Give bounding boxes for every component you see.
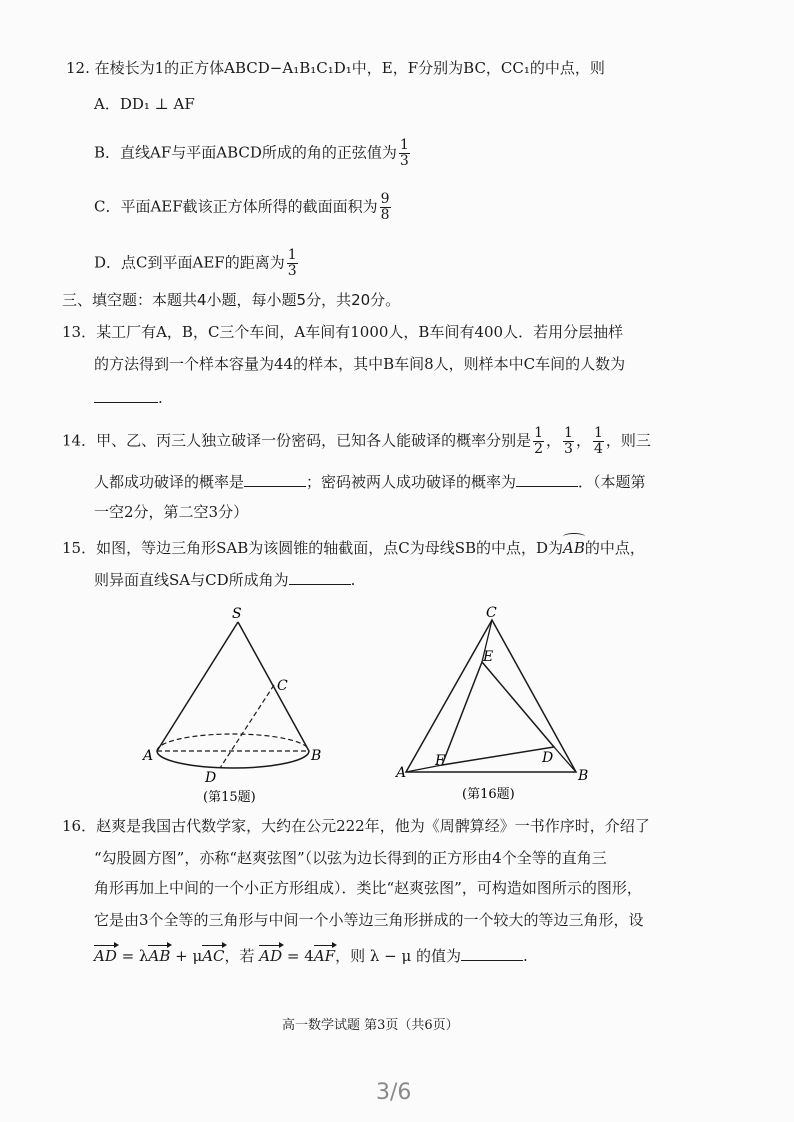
- vector-af: AF: [313, 947, 336, 965]
- fraction: $\frac{1}{4}$: [593, 425, 603, 457]
- figure-16-triangle: [392, 605, 602, 810]
- label-f: F: [435, 753, 445, 769]
- q16-line2: “勾股圆方图”，亦称“赵爽弦图”（以弦为边长得到的正方形由4个全等的直角三: [94, 849, 607, 867]
- label-d: D: [205, 770, 217, 786]
- vector-ab: AB: [148, 947, 171, 965]
- q12-stem: 12. 在棱长为1的正方体ABCD−A₁B₁C₁D₁中，E，F分别为BC，CC₁的中点，则: [66, 59, 605, 77]
- label-a: A: [396, 765, 407, 781]
- q15-line1: 15．如图，等边三角形SAB为该圆锥的轴截面，点C为母线SB的中点，D为AB的中点，: [62, 539, 645, 557]
- q12-option-a: A．DD₁ ⊥ AF: [94, 95, 195, 113]
- label-b: B: [311, 748, 322, 764]
- q15-line2: 则异面直线SA与CD所成角为 .: [94, 571, 356, 589]
- page-footer: 高一数学试题 第3页（共6页）: [282, 1018, 459, 1033]
- answer-blank: [516, 472, 578, 487]
- vector-ad: AD: [94, 947, 117, 965]
- fraction: $\frac{1}{2}$: [534, 425, 544, 457]
- answer-blank: [244, 472, 306, 487]
- q16-line5: AD = λAB + μAC，若 AD = 4AF，则 λ − μ 的值为 .: [94, 947, 528, 965]
- q13-line1: 13．某工厂有A，B，C三个车间，A车间有1000人，B车间有400人．若用分层抽样: [62, 323, 624, 341]
- q16-line4: 它是由3个全等的三角形与中间一个小等边三角形拼成的一个较大的等边三角形，设: [94, 911, 644, 929]
- q12-option-d: D．点C到平面AEF的距离为 $\frac{1}{3}$: [94, 247, 297, 279]
- fraction: $\frac{9}{8}$: [380, 191, 390, 223]
- segment-cd: [220, 685, 274, 768]
- label-c: C: [277, 678, 288, 694]
- answer-blank: [289, 570, 351, 585]
- label-s: S: [232, 606, 242, 622]
- fraction: $\frac{1}{3}$: [564, 425, 573, 457]
- q16-line1: 16．赵爽是我国古代数学家，大约在公元222年，他为《周髀算经》一书作序时，介绍了: [62, 817, 650, 835]
- label-a: A: [143, 748, 154, 764]
- q14-line3: 一空2分，第二空3分）: [94, 503, 249, 521]
- figure-15-caption: (第15题): [203, 790, 256, 805]
- section-heading: 三、填空题：本题共4小题，每小题5分，共20分。: [62, 291, 401, 309]
- q16-line3: 角形再加上中间的一个小正方形组成）．类比“赵爽弦图”，可构造如图所示的图形，: [94, 879, 642, 897]
- figure-15-cone: [135, 600, 325, 810]
- fraction: $\frac{1}{3}$: [287, 247, 297, 279]
- figure-16-caption: (第16题): [462, 787, 515, 802]
- cone-edge-sa: [157, 622, 238, 751]
- q12-option-b: B．直线AF与平面ABCD所成的角的正弦值为 $\frac{1}{3}$: [94, 137, 409, 169]
- label-d: D: [542, 750, 554, 766]
- label-b: B: [578, 768, 589, 784]
- answer-blank: [461, 946, 523, 961]
- answer-blank: [94, 388, 158, 403]
- fraction: $\frac{1}{3}$: [399, 137, 409, 169]
- vector-ad-2: AD: [259, 947, 283, 965]
- arc-ab: AB: [563, 539, 585, 557]
- q13-line3: .: [94, 388, 163, 408]
- q14-line2: 人都成功破译的概率是 ；密码被两人成功破译的概率为 ．（本题第: [94, 473, 646, 491]
- page-indicator: 3/6: [376, 1080, 412, 1105]
- q14-line1: 14．甲、乙、丙三人独立破译一份密码，已知各人能破译的概率分别是 $\frac{1}{2}$ ， $\frac{1}{3}$ ， $\frac{1}{4}$ ，则三: [62, 425, 651, 457]
- label-e: E: [483, 649, 494, 665]
- label-c: C: [486, 605, 497, 621]
- vector-ac: AC: [202, 947, 225, 965]
- q13-line2: 的方法得到一个样本容量为44的样本，其中B车间8人，则样本中C车间的人数为: [94, 355, 626, 373]
- base-front-arc: [157, 751, 309, 768]
- q12-option-c: C．平面AEF截该正方体所得的截面面积为 $\frac{9}{8}$: [94, 191, 390, 223]
